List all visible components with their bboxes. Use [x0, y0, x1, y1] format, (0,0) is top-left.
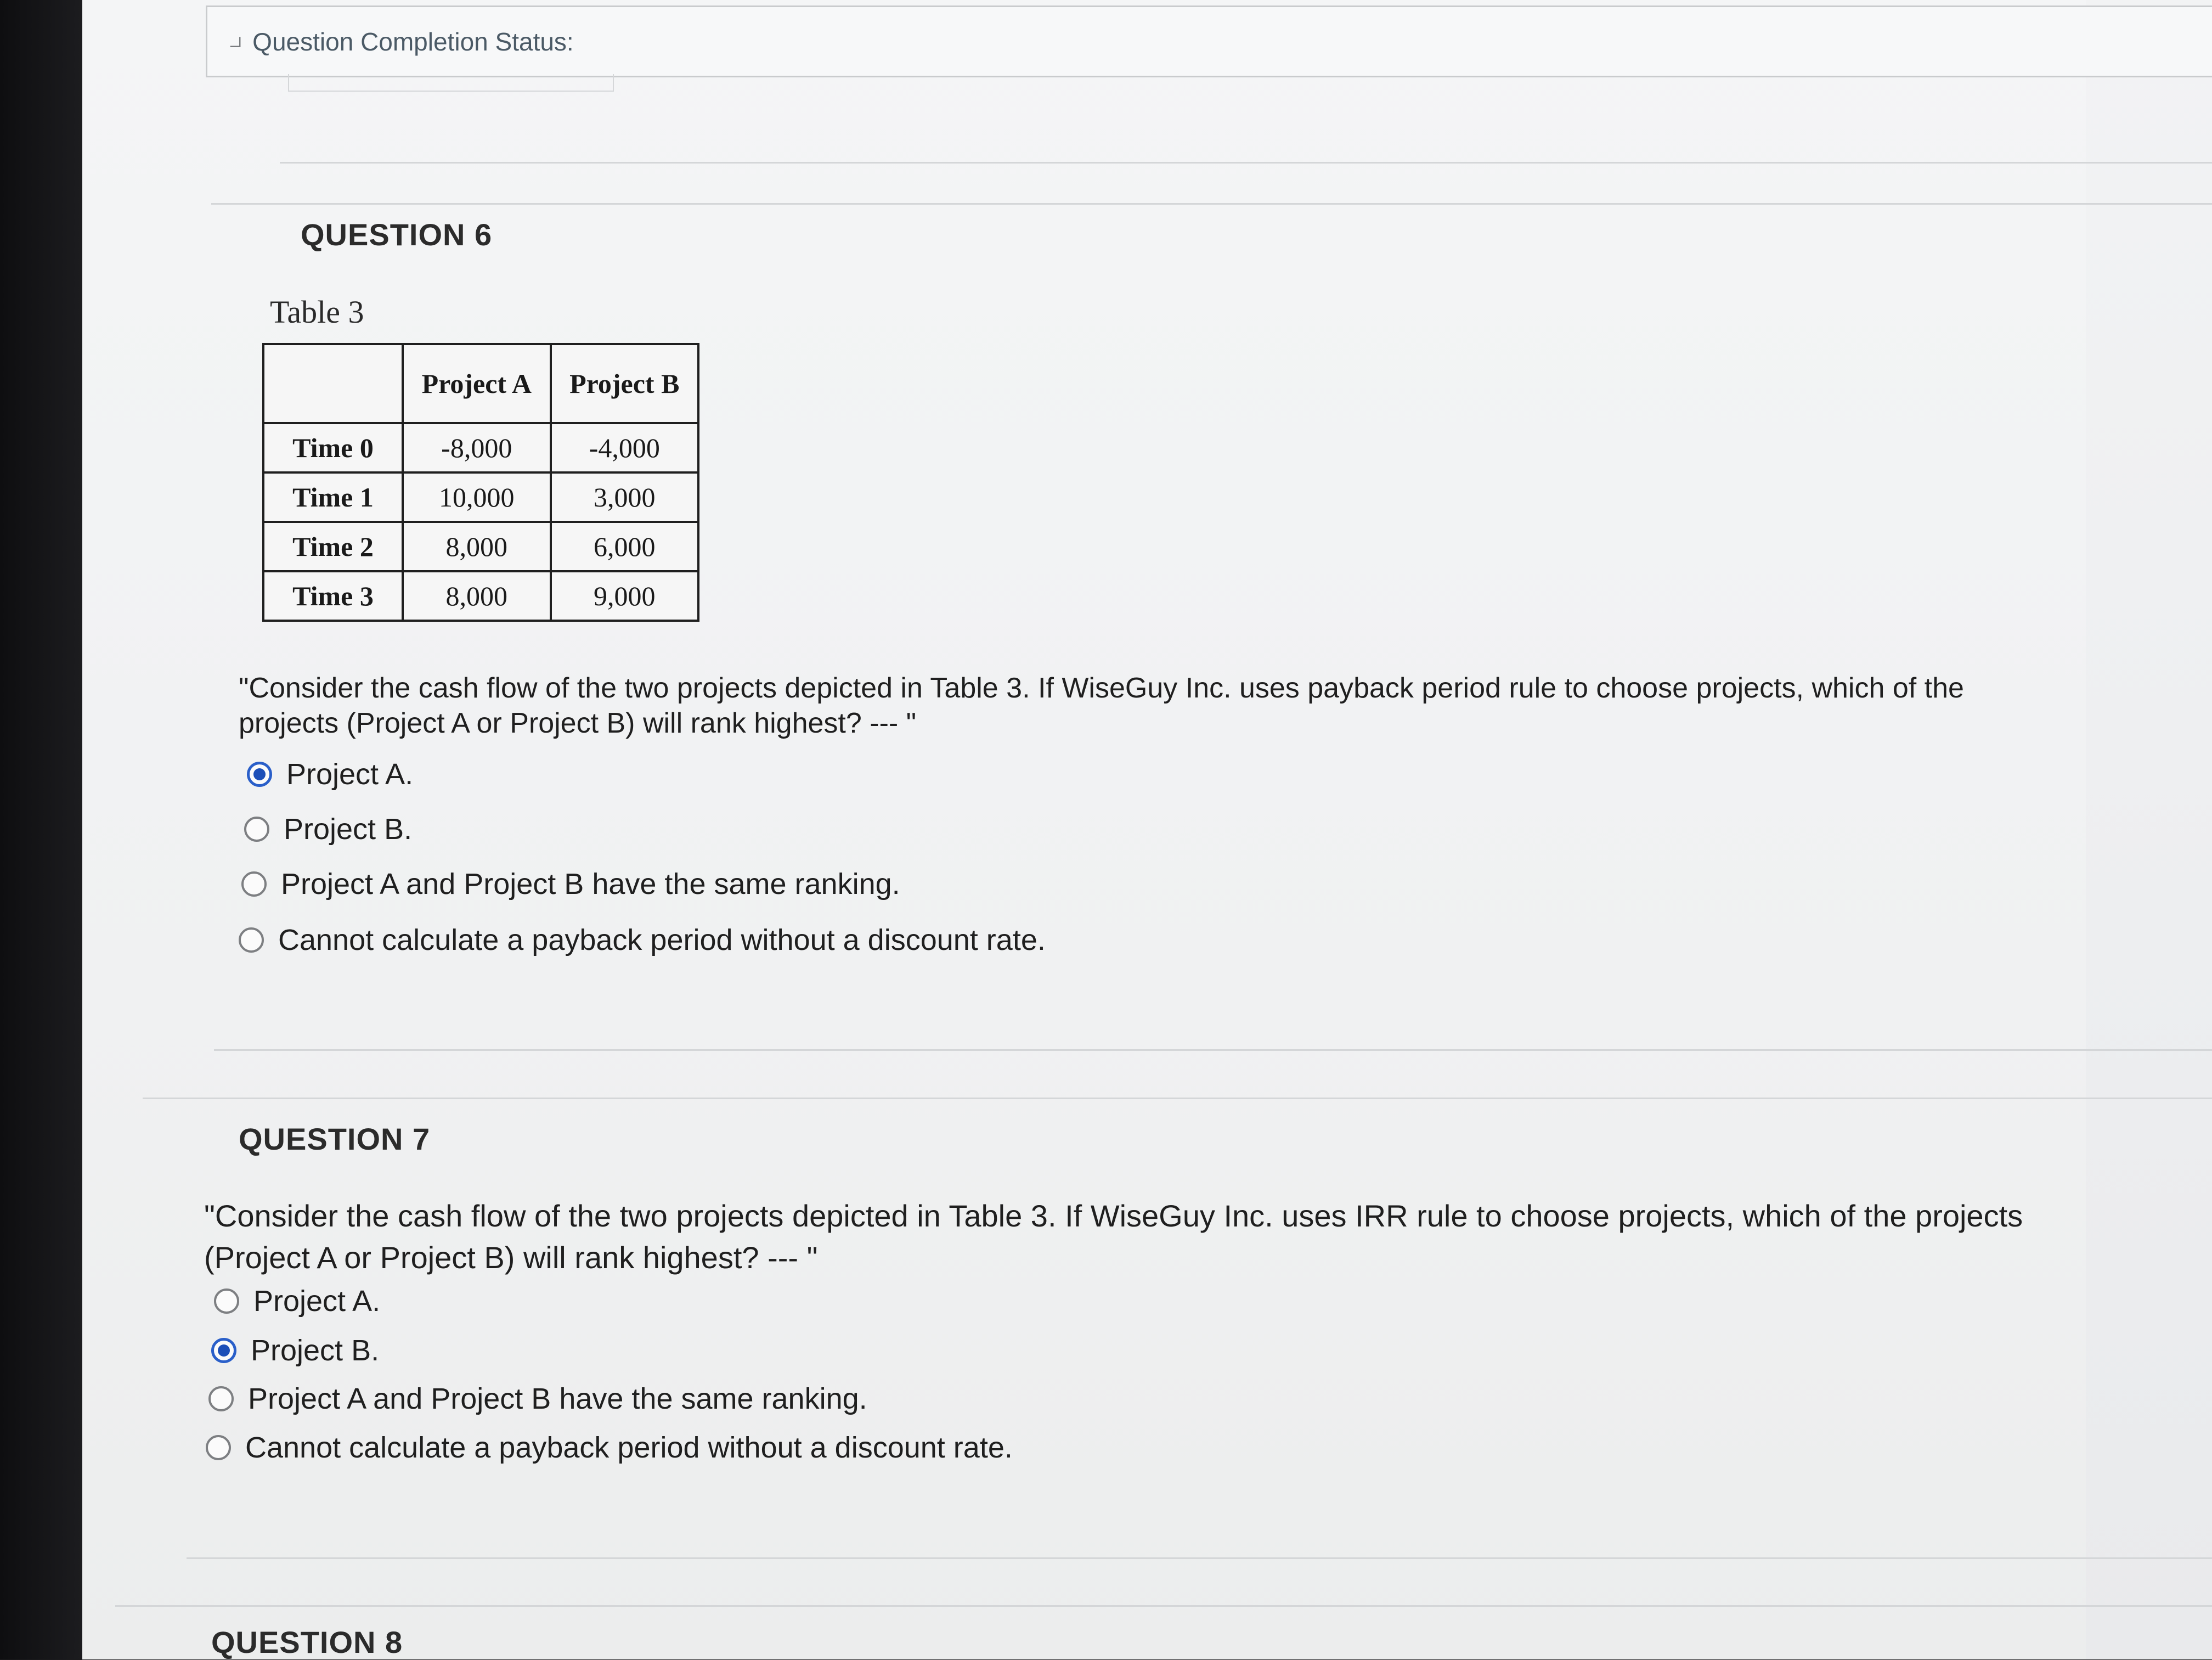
question-6-prompt-line-2: projects (Project A or Project B) will rank highest? --- ": [239, 707, 917, 739]
divider: [115, 1605, 2212, 1607]
divider: [211, 203, 2212, 205]
table-row-label: Time 3: [263, 571, 403, 621]
table-row: [263, 472, 698, 522]
table-row: [263, 571, 698, 621]
table-row: [263, 522, 698, 571]
table-cell-project-a: 10,000: [403, 472, 551, 522]
option-label: Project A and Project B have the same ranking.: [248, 1382, 867, 1415]
divider: [187, 1557, 2212, 1559]
q7-option-same-ranking[interactable]: [208, 1382, 867, 1416]
divider: [143, 1098, 2212, 1099]
table-row: [263, 423, 698, 472]
radio-unselected-icon[interactable]: [214, 1288, 239, 1314]
question-6-prompt: [239, 671, 1964, 741]
radio-unselected-icon[interactable]: [206, 1435, 231, 1460]
option-label: Project A and Project B have the same ranking.: [281, 868, 900, 901]
question-completion-status-label: Question Completion Status:: [252, 27, 574, 56]
table-header-project-b: Project B: [551, 344, 699, 423]
status-bar-tab: [288, 74, 614, 92]
table-cell-project-a: 8,000: [403, 571, 551, 621]
question-6-prompt-line-1: "Consider the cash flow of the two projects depicted in Table 3. If WiseGuy Inc. uses payback period rule to choose projects, which of the: [239, 672, 1964, 704]
radio-selected-icon[interactable]: [211, 1338, 236, 1363]
option-label: Project B.: [284, 813, 413, 846]
q6-option-no-discount-rate[interactable]: [239, 923, 1046, 957]
table-cell-project-b: 9,000: [551, 571, 699, 621]
table-cell-project-b: 3,000: [551, 472, 699, 522]
question-7-prompt-line-1: "Consider the cash flow of the two projects depicted in Table 3. If WiseGuy Inc. uses IRR rule to choose projects, which of the projects: [204, 1198, 2023, 1233]
cash-flow-table: [262, 343, 699, 622]
radio-unselected-icon[interactable]: [239, 927, 264, 953]
table-cell-project-b: -4,000: [551, 423, 699, 472]
divider: [280, 162, 2212, 164]
table-header-row: [263, 344, 698, 423]
q7-option-project-b[interactable]: [211, 1333, 379, 1368]
option-label: Project B.: [251, 1334, 380, 1367]
table-header-empty: [263, 344, 403, 423]
divider: [214, 1049, 2212, 1051]
question-7-prompt: [204, 1195, 2023, 1279]
option-label: Cannot calculate a payback period without a discount rate.: [278, 924, 1046, 956]
q7-option-project-a[interactable]: [214, 1284, 380, 1318]
radio-selected-icon[interactable]: [247, 762, 272, 787]
option-label: Project A.: [286, 758, 414, 791]
option-label: Project A.: [253, 1285, 381, 1318]
table-cell-project-a: 8,000: [403, 522, 551, 571]
table-cell-project-a: -8,000: [403, 423, 551, 472]
radio-unselected-icon[interactable]: [244, 817, 269, 842]
radio-unselected-icon[interactable]: [208, 1386, 234, 1411]
radio-unselected-icon[interactable]: [241, 871, 267, 897]
double-chevron-down-icon[interactable]: ⯾: [229, 30, 242, 52]
question-completion-status-bar[interactable]: [206, 5, 2212, 77]
option-label: Cannot calculate a payback period without a discount rate.: [245, 1431, 1013, 1464]
table-cell-project-b: 6,000: [551, 522, 699, 571]
q6-option-project-a[interactable]: [247, 757, 413, 791]
table-row-label: Time 2: [263, 522, 403, 571]
q6-option-same-ranking[interactable]: [241, 867, 900, 901]
question-6-title: QUESTION 6: [301, 217, 493, 252]
q6-option-project-b[interactable]: [244, 812, 412, 846]
question-7-title: QUESTION 7: [239, 1122, 431, 1156]
table-caption: Table 3: [270, 294, 364, 330]
question-8-title: QUESTION 8: [211, 1625, 403, 1659]
table-row-label: Time 1: [263, 472, 403, 522]
table-header-project-a: Project A: [403, 344, 551, 423]
question-7-prompt-line-2: (Project A or Project B) will rank highest? --- ": [204, 1240, 818, 1275]
table-row-label: Time 0: [263, 423, 403, 472]
q7-option-no-discount-rate[interactable]: [206, 1431, 1013, 1465]
